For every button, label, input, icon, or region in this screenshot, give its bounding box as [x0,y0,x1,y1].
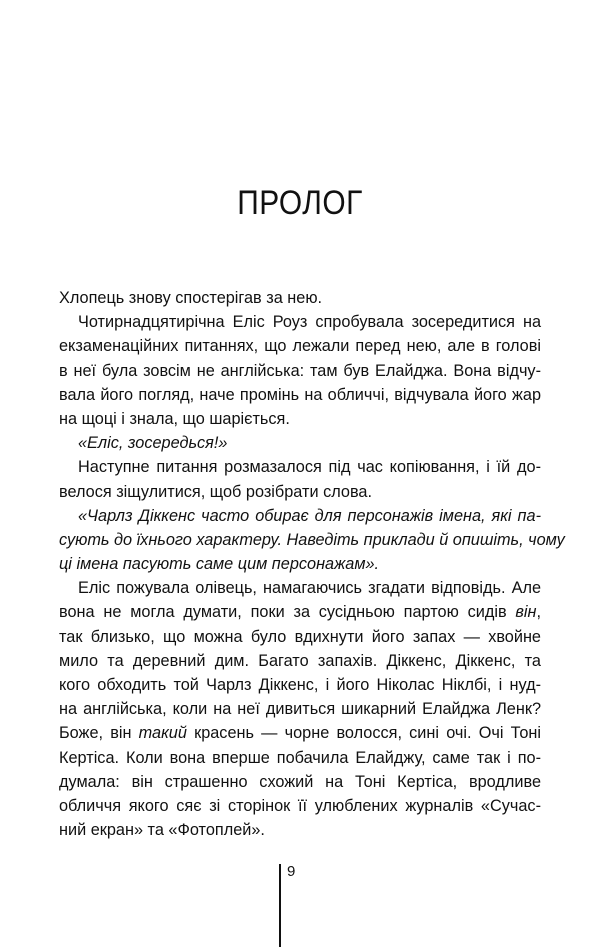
page-number: 9 [287,863,296,880]
text-line: ний екран» та «Фотоплей». [59,821,265,840]
text-line: кого обходить той Чарлз Діккенс, і його Ніколас Ніклбі, і нуд- [59,676,541,694]
body-text [59,286,565,842]
text-line: ці імена пасують саме цим персонажам». [59,555,380,574]
text-line: Еліс пожувала олівець, намагаючись згадати відповідь. Але [78,579,541,598]
emphasis-run: такий [138,724,187,743]
text-run: вона не могла думати, поки за сусідньою партою сидів [59,603,516,622]
text-line: вала його погляд, наче промінь на обличчі, відчувала його жар [59,385,541,404]
text-line [59,600,541,624]
text-line: Наступне питання розмазалося під час копіювання, і їй до- [78,458,541,477]
chapter-title: ПРОЛОГ [237,184,363,222]
text-run: Боже, він [59,724,139,743]
text-line: екзаменаційних питаннях, що лежали перед нею, але в голові [59,337,541,356]
emphasis-run: він [515,603,537,622]
text-line: Кертіса. Коли вона вперше побачила Елайджу, саме так і по- [59,748,541,767]
text-line: на щоці і знала, що шаріється. [59,409,290,428]
text-line: «Еліс, зосередься!» [78,434,228,453]
text-line: думала: він страшенно схожий на Тоні Кертіса, вродливе [59,772,541,791]
text-line: так близько, що можна було вдихнути його запах — хвойне [59,627,541,646]
text-line: в неї була зовсім не англійська: там був Елайджа. Вона відчу- [59,361,541,380]
text-line: сують до їхнього характеру. Наведіть приклади й опишіть, чому [59,530,565,549]
text-line: велося зіщулитися, щоб розібрати слова. [59,482,372,501]
text-line: обличчя якого сяє зі сторінок її улюблених журналів «Сучас- [59,796,541,815]
text-run: , [536,603,541,622]
text-line: Чотирнадцятирічна Еліс Роуз спробувала зосередитися на [78,313,541,332]
text-line: «Чарлз Діккенс часто обирає для персонажів імена, які па- [78,506,541,525]
text-line [59,721,541,745]
text-line: мило та деревний дим. Багато запахів. Діккенс, Діккенс, та [59,651,541,670]
text-run: красень — чорне волосся, сині очі. Очі Тоні [186,724,541,743]
text-line: Хлопець знову спостерігав за нею. [59,289,323,307]
page-number-rule [279,864,281,947]
text-line: на англійська, коли на неї дивиться шикарний Елайджа Ленк? [59,700,541,719]
